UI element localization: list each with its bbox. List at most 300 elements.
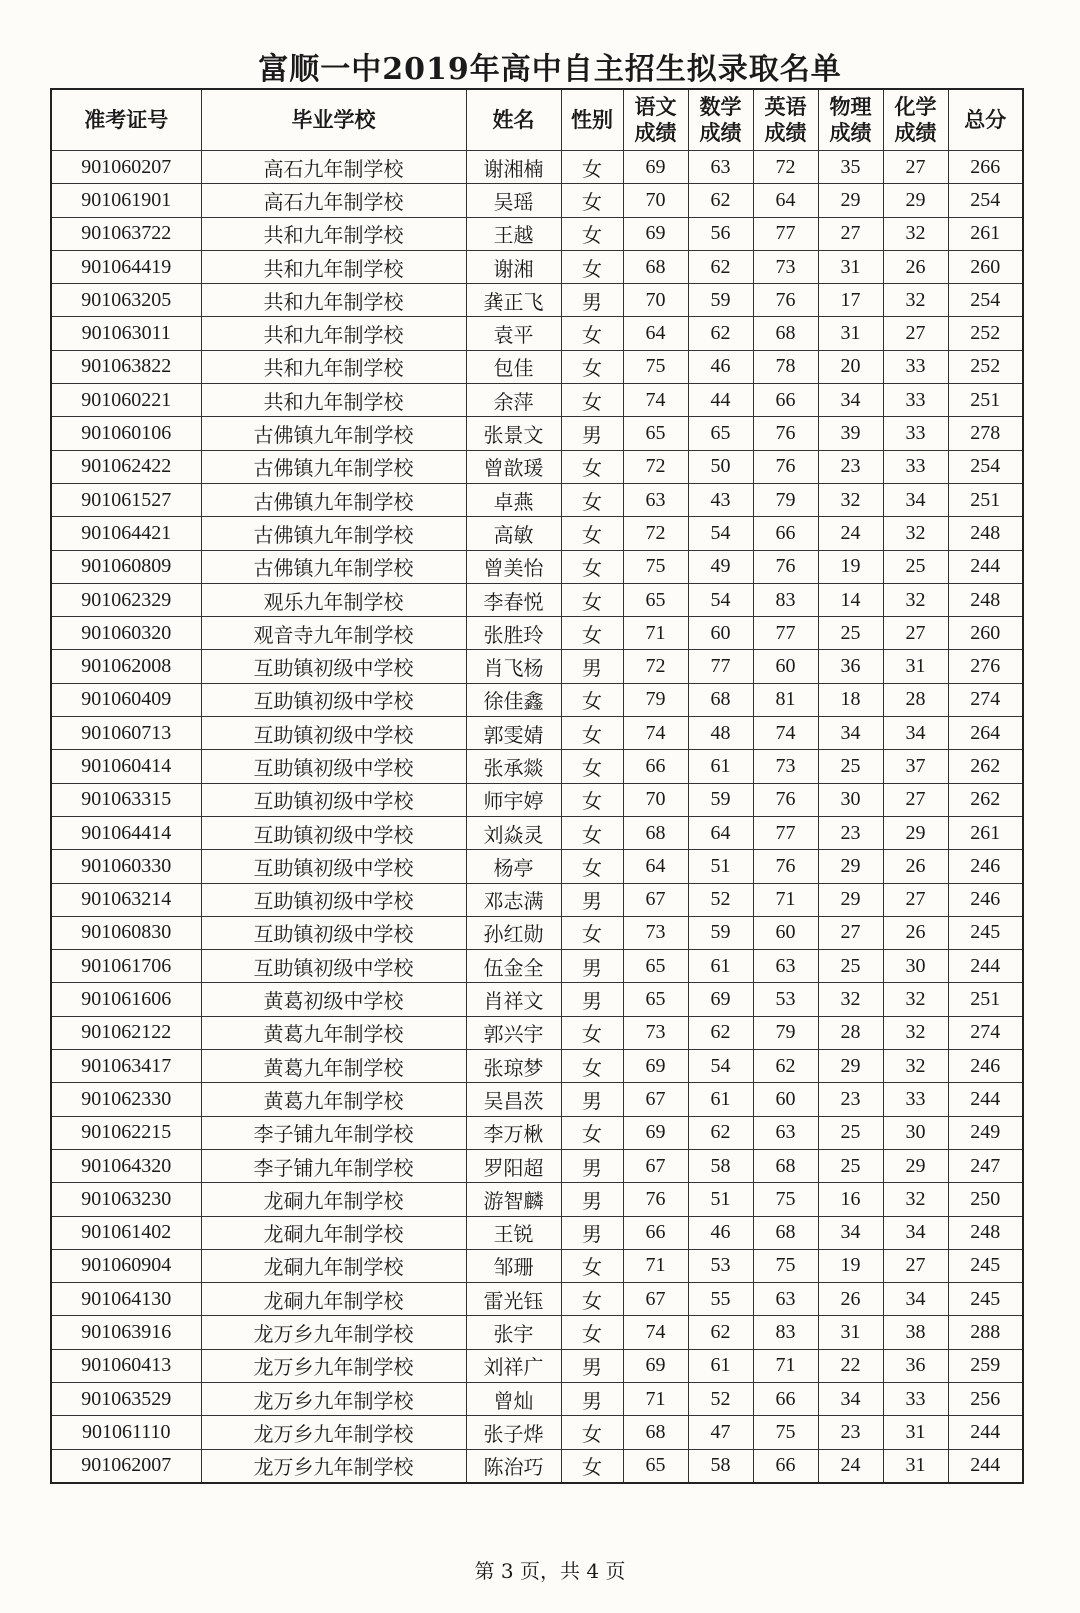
total-cell: 245 bbox=[948, 1283, 1023, 1316]
chemistry-cell: 27 bbox=[883, 783, 948, 816]
math-cell: 55 bbox=[688, 1283, 753, 1316]
physics-cell: 34 bbox=[818, 1216, 883, 1249]
chinese-cell: 69 bbox=[623, 151, 688, 184]
physics-cell: 29 bbox=[818, 1050, 883, 1083]
name-cell: 刘焱灵 bbox=[466, 816, 561, 849]
exam-id-cell: 901060414 bbox=[51, 750, 201, 783]
gender-cell: 女 bbox=[561, 1283, 623, 1316]
table-row bbox=[51, 483, 1023, 516]
physics-cell: 27 bbox=[818, 916, 883, 949]
total-cell: 244 bbox=[948, 1449, 1023, 1483]
english-cell: 72 bbox=[753, 151, 818, 184]
chinese-cell: 69 bbox=[623, 217, 688, 250]
header-chemistry: 化学 成绩 bbox=[883, 89, 948, 151]
table-row bbox=[51, 950, 1023, 983]
exam-id-cell: 901062422 bbox=[51, 450, 201, 483]
physics-cell: 23 bbox=[818, 450, 883, 483]
exam-id-cell: 901060106 bbox=[51, 417, 201, 450]
math-cell: 59 bbox=[688, 783, 753, 816]
chinese-cell: 68 bbox=[623, 816, 688, 849]
chemistry-cell: 26 bbox=[883, 850, 948, 883]
chemistry-cell: 26 bbox=[883, 250, 948, 283]
table-row bbox=[51, 1416, 1023, 1449]
exam-id-cell: 901063916 bbox=[51, 1316, 201, 1349]
chemistry-cell: 34 bbox=[883, 1283, 948, 1316]
english-cell: 60 bbox=[753, 916, 818, 949]
physics-cell: 28 bbox=[818, 1016, 883, 1049]
school-cell: 观乐九年制学校 bbox=[201, 583, 466, 616]
gender-cell: 女 bbox=[561, 617, 623, 650]
chemistry-cell: 32 bbox=[883, 1050, 948, 1083]
total-cell: 266 bbox=[948, 151, 1023, 184]
total-cell: 288 bbox=[948, 1316, 1023, 1349]
math-cell: 46 bbox=[688, 1216, 753, 1249]
header-gender: 性别 bbox=[561, 89, 623, 151]
physics-cell: 31 bbox=[818, 317, 883, 350]
header-english: 英语 成绩 bbox=[753, 89, 818, 151]
table-header-row bbox=[51, 89, 1023, 151]
name-cell: 孙红勋 bbox=[466, 916, 561, 949]
exam-id-cell: 901060207 bbox=[51, 151, 201, 184]
chemistry-cell: 32 bbox=[883, 517, 948, 550]
name-cell: 龚正飞 bbox=[466, 284, 561, 317]
exam-id-cell: 901061527 bbox=[51, 483, 201, 516]
name-cell: 伍金全 bbox=[466, 950, 561, 983]
english-cell: 76 bbox=[753, 450, 818, 483]
total-cell: 248 bbox=[948, 517, 1023, 550]
math-cell: 47 bbox=[688, 1416, 753, 1449]
exam-id-cell: 901063205 bbox=[51, 284, 201, 317]
school-cell: 龙硐九年制学校 bbox=[201, 1249, 466, 1282]
math-cell: 68 bbox=[688, 683, 753, 716]
chemistry-cell: 33 bbox=[883, 417, 948, 450]
school-cell: 黄葛九年制学校 bbox=[201, 1050, 466, 1083]
table-row bbox=[51, 916, 1023, 949]
english-cell: 76 bbox=[753, 417, 818, 450]
exam-id-cell: 901062330 bbox=[51, 1083, 201, 1116]
physics-cell: 24 bbox=[818, 1449, 883, 1483]
exam-id-cell: 901061901 bbox=[51, 184, 201, 217]
table-row bbox=[51, 450, 1023, 483]
english-cell: 77 bbox=[753, 816, 818, 849]
total-cell: 262 bbox=[948, 783, 1023, 816]
math-cell: 61 bbox=[688, 950, 753, 983]
physics-cell: 25 bbox=[818, 1149, 883, 1182]
english-cell: 66 bbox=[753, 384, 818, 417]
physics-cell: 31 bbox=[818, 250, 883, 283]
gender-cell: 女 bbox=[561, 850, 623, 883]
name-cell: 肖祥文 bbox=[466, 983, 561, 1016]
chemistry-cell: 37 bbox=[883, 750, 948, 783]
chemistry-cell: 32 bbox=[883, 217, 948, 250]
math-cell: 44 bbox=[688, 384, 753, 417]
exam-id-cell: 901060330 bbox=[51, 850, 201, 883]
physics-cell: 27 bbox=[818, 217, 883, 250]
gender-cell: 女 bbox=[561, 583, 623, 616]
math-cell: 64 bbox=[688, 816, 753, 849]
math-cell: 56 bbox=[688, 217, 753, 250]
school-cell: 互助镇初级中学校 bbox=[201, 916, 466, 949]
exam-id-cell: 901063315 bbox=[51, 783, 201, 816]
name-cell: 雷光钰 bbox=[466, 1283, 561, 1316]
chinese-cell: 65 bbox=[623, 1449, 688, 1483]
total-cell: 262 bbox=[948, 750, 1023, 783]
total-cell: 251 bbox=[948, 483, 1023, 516]
english-cell: 83 bbox=[753, 583, 818, 616]
name-cell: 游智麟 bbox=[466, 1183, 561, 1216]
math-cell: 62 bbox=[688, 317, 753, 350]
exam-id-cell: 901061110 bbox=[51, 1416, 201, 1449]
physics-cell: 14 bbox=[818, 583, 883, 616]
table-row bbox=[51, 217, 1023, 250]
total-cell: 259 bbox=[948, 1349, 1023, 1382]
physics-cell: 31 bbox=[818, 1316, 883, 1349]
name-cell: 邓志满 bbox=[466, 883, 561, 916]
gender-cell: 女 bbox=[561, 151, 623, 184]
physics-cell: 34 bbox=[818, 384, 883, 417]
english-cell: 71 bbox=[753, 1349, 818, 1382]
chemistry-cell: 32 bbox=[883, 983, 948, 1016]
table-row bbox=[51, 384, 1023, 417]
chinese-cell: 73 bbox=[623, 1016, 688, 1049]
gender-cell: 女 bbox=[561, 1316, 623, 1349]
exam-id-cell: 901063529 bbox=[51, 1382, 201, 1415]
english-cell: 68 bbox=[753, 1149, 818, 1182]
english-cell: 63 bbox=[753, 1283, 818, 1316]
school-cell: 古佛镇九年制学校 bbox=[201, 517, 466, 550]
chinese-cell: 64 bbox=[623, 317, 688, 350]
table-row bbox=[51, 1116, 1023, 1149]
chemistry-cell: 27 bbox=[883, 151, 948, 184]
chinese-cell: 64 bbox=[623, 850, 688, 883]
exam-id-cell: 901060413 bbox=[51, 1349, 201, 1382]
physics-cell: 19 bbox=[818, 550, 883, 583]
gender-cell: 男 bbox=[561, 983, 623, 1016]
header-chinese: 语文 成绩 bbox=[623, 89, 688, 151]
math-cell: 65 bbox=[688, 417, 753, 450]
chinese-cell: 65 bbox=[623, 983, 688, 1016]
header-total: 总分 bbox=[948, 89, 1023, 151]
school-cell: 李子铺九年制学校 bbox=[201, 1149, 466, 1182]
total-cell: 261 bbox=[948, 217, 1023, 250]
chemistry-cell: 25 bbox=[883, 550, 948, 583]
total-cell: 246 bbox=[948, 850, 1023, 883]
gender-cell: 女 bbox=[561, 250, 623, 283]
chinese-cell: 63 bbox=[623, 483, 688, 516]
total-cell: 256 bbox=[948, 1382, 1023, 1415]
school-cell: 龙万乡九年制学校 bbox=[201, 1416, 466, 1449]
total-cell: 260 bbox=[948, 250, 1023, 283]
gender-cell: 男 bbox=[561, 1349, 623, 1382]
total-cell: 264 bbox=[948, 717, 1023, 750]
math-cell: 61 bbox=[688, 1349, 753, 1382]
total-cell: 261 bbox=[948, 816, 1023, 849]
gender-cell: 女 bbox=[561, 1016, 623, 1049]
total-cell: 260 bbox=[948, 617, 1023, 650]
table-row bbox=[51, 1349, 1023, 1382]
name-cell: 刘祥广 bbox=[466, 1349, 561, 1382]
table-body bbox=[51, 151, 1023, 1483]
english-cell: 75 bbox=[753, 1416, 818, 1449]
exam-id-cell: 901064421 bbox=[51, 517, 201, 550]
page-number: 第 3 页，共 4 页 bbox=[474, 1559, 626, 1583]
gender-cell: 女 bbox=[561, 783, 623, 816]
chinese-cell: 66 bbox=[623, 750, 688, 783]
name-cell: 张子烨 bbox=[466, 1416, 561, 1449]
exam-id-cell: 901062122 bbox=[51, 1016, 201, 1049]
chinese-cell: 72 bbox=[623, 517, 688, 550]
english-cell: 75 bbox=[753, 1249, 818, 1282]
gender-cell: 女 bbox=[561, 816, 623, 849]
math-cell: 53 bbox=[688, 1249, 753, 1282]
exam-id-cell: 901063230 bbox=[51, 1183, 201, 1216]
physics-cell: 18 bbox=[818, 683, 883, 716]
chemistry-cell: 33 bbox=[883, 1083, 948, 1116]
table-row bbox=[51, 417, 1023, 450]
chemistry-cell: 27 bbox=[883, 883, 948, 916]
chinese-cell: 71 bbox=[623, 1249, 688, 1282]
english-cell: 79 bbox=[753, 483, 818, 516]
chemistry-cell: 33 bbox=[883, 450, 948, 483]
physics-cell: 36 bbox=[818, 650, 883, 683]
admission-table bbox=[50, 88, 1024, 1484]
english-cell: 83 bbox=[753, 1316, 818, 1349]
school-cell: 龙万乡九年制学校 bbox=[201, 1382, 466, 1415]
name-cell: 袁平 bbox=[466, 317, 561, 350]
gender-cell: 女 bbox=[561, 916, 623, 949]
exam-id-cell: 901063722 bbox=[51, 217, 201, 250]
school-cell: 互助镇初级中学校 bbox=[201, 683, 466, 716]
exam-id-cell: 901060320 bbox=[51, 617, 201, 650]
gender-cell: 女 bbox=[561, 1416, 623, 1449]
exam-id-cell: 901062329 bbox=[51, 583, 201, 616]
math-cell: 61 bbox=[688, 750, 753, 783]
english-cell: 73 bbox=[753, 250, 818, 283]
gender-cell: 女 bbox=[561, 184, 623, 217]
school-cell: 龙万乡九年制学校 bbox=[201, 1349, 466, 1382]
chinese-cell: 67 bbox=[623, 1149, 688, 1182]
english-cell: 77 bbox=[753, 217, 818, 250]
total-cell: 248 bbox=[948, 1216, 1023, 1249]
name-cell: 王锐 bbox=[466, 1216, 561, 1249]
gender-cell: 女 bbox=[561, 1249, 623, 1282]
physics-cell: 34 bbox=[818, 1382, 883, 1415]
school-cell: 高石九年制学校 bbox=[201, 151, 466, 184]
english-cell: 62 bbox=[753, 1050, 818, 1083]
chemistry-cell: 27 bbox=[883, 317, 948, 350]
chemistry-cell: 31 bbox=[883, 650, 948, 683]
english-cell: 68 bbox=[753, 1216, 818, 1249]
total-cell: 278 bbox=[948, 417, 1023, 450]
chemistry-cell: 34 bbox=[883, 483, 948, 516]
total-cell: 244 bbox=[948, 950, 1023, 983]
table-row bbox=[51, 350, 1023, 383]
chinese-cell: 74 bbox=[623, 1316, 688, 1349]
name-cell: 陈治巧 bbox=[466, 1449, 561, 1483]
chemistry-cell: 27 bbox=[883, 1249, 948, 1282]
exam-id-cell: 901060809 bbox=[51, 550, 201, 583]
chinese-cell: 68 bbox=[623, 1416, 688, 1449]
english-cell: 75 bbox=[753, 1183, 818, 1216]
table-row bbox=[51, 983, 1023, 1016]
total-cell: 248 bbox=[948, 583, 1023, 616]
chemistry-cell: 29 bbox=[883, 184, 948, 217]
name-cell: 高敏 bbox=[466, 517, 561, 550]
table-row bbox=[51, 850, 1023, 883]
math-cell: 52 bbox=[688, 1382, 753, 1415]
physics-cell: 25 bbox=[818, 750, 883, 783]
physics-cell: 35 bbox=[818, 151, 883, 184]
table-row bbox=[51, 317, 1023, 350]
name-cell: 徐佳鑫 bbox=[466, 683, 561, 716]
chemistry-cell: 28 bbox=[883, 683, 948, 716]
gender-cell: 男 bbox=[561, 1183, 623, 1216]
chinese-cell: 67 bbox=[623, 1083, 688, 1116]
total-cell: 274 bbox=[948, 1016, 1023, 1049]
school-cell: 共和九年制学校 bbox=[201, 350, 466, 383]
table-row bbox=[51, 883, 1023, 916]
chinese-cell: 79 bbox=[623, 683, 688, 716]
total-cell: 244 bbox=[948, 1083, 1023, 1116]
table-row bbox=[51, 683, 1023, 716]
physics-cell: 26 bbox=[818, 1283, 883, 1316]
school-cell: 龙硐九年制学校 bbox=[201, 1216, 466, 1249]
total-cell: 250 bbox=[948, 1183, 1023, 1216]
physics-cell: 23 bbox=[818, 1083, 883, 1116]
total-cell: 252 bbox=[948, 350, 1023, 383]
english-cell: 78 bbox=[753, 350, 818, 383]
table-row bbox=[51, 717, 1023, 750]
chemistry-cell: 38 bbox=[883, 1316, 948, 1349]
physics-cell: 29 bbox=[818, 850, 883, 883]
math-cell: 61 bbox=[688, 1083, 753, 1116]
gender-cell: 女 bbox=[561, 217, 623, 250]
physics-cell: 32 bbox=[818, 483, 883, 516]
exam-id-cell: 901063822 bbox=[51, 350, 201, 383]
total-cell: 252 bbox=[948, 317, 1023, 350]
chemistry-cell: 32 bbox=[883, 1183, 948, 1216]
school-cell: 龙万乡九年制学校 bbox=[201, 1316, 466, 1349]
header-exam-id: 准考证号 bbox=[51, 89, 201, 151]
total-cell: 274 bbox=[948, 683, 1023, 716]
gender-cell: 女 bbox=[561, 384, 623, 417]
chinese-cell: 70 bbox=[623, 184, 688, 217]
document-title: 富顺一中2019年高中自主招生拟录取名单 bbox=[258, 52, 842, 87]
chinese-cell: 74 bbox=[623, 717, 688, 750]
english-cell: 63 bbox=[753, 950, 818, 983]
table-row bbox=[51, 1449, 1023, 1483]
chinese-cell: 75 bbox=[623, 550, 688, 583]
table-row bbox=[51, 617, 1023, 650]
exam-id-cell: 901061706 bbox=[51, 950, 201, 983]
chemistry-cell: 33 bbox=[883, 1382, 948, 1415]
school-cell: 互助镇初级中学校 bbox=[201, 750, 466, 783]
gender-cell: 女 bbox=[561, 683, 623, 716]
gender-cell: 女 bbox=[561, 750, 623, 783]
chemistry-cell: 33 bbox=[883, 384, 948, 417]
physics-cell: 30 bbox=[818, 783, 883, 816]
chinese-cell: 66 bbox=[623, 1216, 688, 1249]
total-cell: 245 bbox=[948, 916, 1023, 949]
math-cell: 49 bbox=[688, 550, 753, 583]
physics-cell: 29 bbox=[818, 883, 883, 916]
table-row bbox=[51, 1016, 1023, 1049]
name-cell: 杨亭 bbox=[466, 850, 561, 883]
gender-cell: 男 bbox=[561, 883, 623, 916]
math-cell: 62 bbox=[688, 1016, 753, 1049]
gender-cell: 女 bbox=[561, 1050, 623, 1083]
table-row bbox=[51, 1283, 1023, 1316]
total-cell: 246 bbox=[948, 1050, 1023, 1083]
header-name: 姓名 bbox=[466, 89, 561, 151]
name-cell: 卓燕 bbox=[466, 483, 561, 516]
table-row bbox=[51, 1183, 1023, 1216]
name-cell: 邹珊 bbox=[466, 1249, 561, 1282]
english-cell: 76 bbox=[753, 550, 818, 583]
math-cell: 48 bbox=[688, 717, 753, 750]
total-cell: 247 bbox=[948, 1149, 1023, 1182]
school-cell: 龙硐九年制学校 bbox=[201, 1283, 466, 1316]
english-cell: 53 bbox=[753, 983, 818, 1016]
chinese-cell: 68 bbox=[623, 250, 688, 283]
chemistry-cell: 29 bbox=[883, 1149, 948, 1182]
math-cell: 52 bbox=[688, 883, 753, 916]
school-cell: 互助镇初级中学校 bbox=[201, 883, 466, 916]
gender-cell: 男 bbox=[561, 1149, 623, 1182]
school-cell: 黄葛九年制学校 bbox=[201, 1016, 466, 1049]
chinese-cell: 67 bbox=[623, 883, 688, 916]
math-cell: 54 bbox=[688, 517, 753, 550]
table-row bbox=[51, 1249, 1023, 1282]
english-cell: 76 bbox=[753, 783, 818, 816]
name-cell: 张承燚 bbox=[466, 750, 561, 783]
total-cell: 249 bbox=[948, 1116, 1023, 1149]
school-cell: 互助镇初级中学校 bbox=[201, 650, 466, 683]
exam-id-cell: 901060409 bbox=[51, 683, 201, 716]
english-cell: 68 bbox=[753, 317, 818, 350]
name-cell: 余萍 bbox=[466, 384, 561, 417]
physics-cell: 34 bbox=[818, 717, 883, 750]
total-cell: 245 bbox=[948, 1249, 1023, 1282]
school-cell: 共和九年制学校 bbox=[201, 217, 466, 250]
chemistry-cell: 34 bbox=[883, 717, 948, 750]
english-cell: 66 bbox=[753, 1382, 818, 1415]
table-row bbox=[51, 1316, 1023, 1349]
math-cell: 62 bbox=[688, 1316, 753, 1349]
gender-cell: 女 bbox=[561, 550, 623, 583]
school-cell: 古佛镇九年制学校 bbox=[201, 450, 466, 483]
total-cell: 244 bbox=[948, 1416, 1023, 1449]
table-row bbox=[51, 1083, 1023, 1116]
chinese-cell: 69 bbox=[623, 1116, 688, 1149]
table-row bbox=[51, 816, 1023, 849]
chinese-cell: 76 bbox=[623, 1183, 688, 1216]
math-cell: 62 bbox=[688, 1116, 753, 1149]
math-cell: 51 bbox=[688, 1183, 753, 1216]
gender-cell: 男 bbox=[561, 950, 623, 983]
english-cell: 71 bbox=[753, 883, 818, 916]
chemistry-cell: 30 bbox=[883, 1116, 948, 1149]
chemistry-cell: 32 bbox=[883, 583, 948, 616]
chinese-cell: 70 bbox=[623, 284, 688, 317]
physics-cell: 23 bbox=[818, 1416, 883, 1449]
gender-cell: 女 bbox=[561, 317, 623, 350]
school-cell: 观音寺九年制学校 bbox=[201, 617, 466, 650]
chemistry-cell: 26 bbox=[883, 916, 948, 949]
name-cell: 曾灿 bbox=[466, 1382, 561, 1415]
chemistry-cell: 29 bbox=[883, 816, 948, 849]
total-cell: 251 bbox=[948, 384, 1023, 417]
